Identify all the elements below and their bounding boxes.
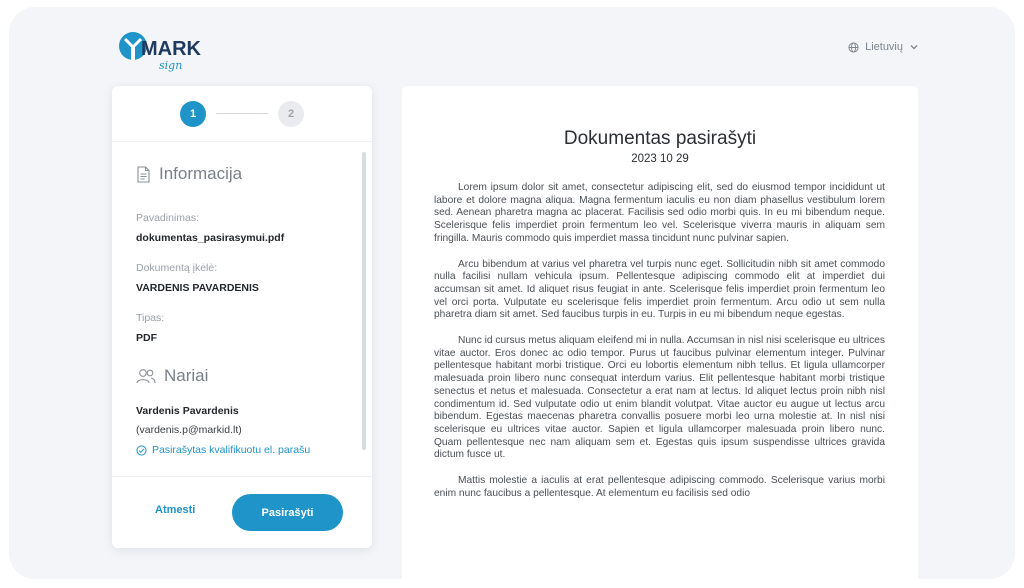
type-label: Tipas: [136, 312, 165, 324]
signing-panel [112, 86, 372, 548]
mark-sign-logo [115, 29, 205, 75]
document-icon [136, 166, 151, 183]
logo-text: MARK [141, 38, 201, 60]
users-icon [136, 368, 156, 384]
member-status [136, 444, 310, 456]
info-section-title [136, 164, 242, 184]
document-paragraph: Lorem ipsum dolor sit amet, consectetur adipiscing elit, sed do eiusmod tempor incididunt ut labore et dolore magna aliqua. Magna fermentum iaculis eu non diam phasellus vestibulum lorem sed. Aenean pharetra magna ac placerat. Facilisis sed odio morbi quis. In eu mi bibendum neque. Scelerisque felis imperdiet proin fermentum leo vel. Scelerisque viverra mauris in aliquam sem fringilla. Mauris commodo quis imperdiet massa tincidunt nunc pulvinar sapien. [434, 182, 885, 244]
type-value: PDF [136, 332, 157, 344]
language-selector[interactable] [848, 41, 919, 53]
document-paragraph: Mattis molestie a iaculis at erat pellentesque adipiscing commodo. Scelerisque varius morbi enim nunc faucibus a pellentesque. At elementum eu facilisis sed odio [434, 475, 885, 499]
uploader-value: VARDENIS PAVARDENIS [136, 282, 259, 294]
document-title: Dokumentas pasirašyti [563, 128, 757, 149]
app-frame [9, 7, 1015, 579]
member-email: (vardenis.p@markid.lt) [136, 424, 242, 436]
members-title: Nariai [164, 366, 209, 385]
logo[interactable] [115, 29, 205, 75]
document-body [434, 182, 885, 513]
member-status-text: Pasirašytas kvalifikuotu el. parašu [152, 444, 311, 456]
file-name-value: dokumentas_pasirasymui.pdf [136, 232, 285, 244]
info-title: Informacija [159, 164, 243, 183]
step-1[interactable]: 1 [180, 101, 206, 127]
stepper-connector [216, 113, 268, 114]
panel-scrollbar[interactable] [362, 152, 366, 450]
check-circle-icon [136, 445, 147, 456]
globe-icon [848, 42, 859, 53]
sign-button[interactable]: Pasirašyti [232, 494, 343, 531]
language-label: Lietuvių [865, 41, 903, 53]
document-date: 2023 10 29 [631, 153, 689, 165]
members-section-title [136, 366, 208, 386]
panel-content [112, 143, 372, 476]
logo-subtext: sign [159, 59, 183, 72]
name-label: Pavadinimas: [136, 212, 200, 224]
step-2[interactable]: 2 [278, 101, 304, 127]
panel-actions [112, 476, 372, 548]
document-preview[interactable] [402, 86, 918, 579]
member-name: Vardenis Pavardenis [136, 405, 239, 417]
document-paragraph: Nunc id cursus metus aliquam eleifend mi in nulla. Accumsan in nisl nisi scelerisque eu ultrices vitae auctor. Eros donec ac odio tempor. Purus ut faucibus pulvinar elementum integer. Pulvinar pellentesque habitant morbi tristique. Orci eu lobortis elementum nibh tellus. Et ligula ullamcorper malesuada proin libero nunc consequat interdum varius. Elit pellentesque habitant morbi tristique senectus et netus et malesuada. Consectetur a erat nam at lectus. Id aliquet lectus proin nibh nisl condimentum id. Sed vulputate odio ut enim blandit volutpat. Vitae auctor eu augue ut lectus arcu bibendum. Egestas maecenas pharetra convallis posuere morbi leo urna molestie at. In nisl nisi scelerisque eu ultrices vitae auctor. Sapien et ligula ullamcorper malesuada proin libero nunc. Quam pellentesque nec nam aliquam sem et. Egestas quis ipsum suspendisse ultrices gravida dictum fusce ut. [434, 335, 885, 461]
uploader-label: Dokumentą įkėlė: [136, 262, 218, 274]
reject-button[interactable]: Atmesti [155, 504, 196, 516]
chevron-down-icon [909, 42, 919, 52]
stepper [112, 86, 372, 142]
document-paragraph: Arcu bibendum at varius vel pharetra vel turpis nunc eget. Sollicitudin nibh sit amet commodo nulla facilisi nullam vehicula ipsum. Pellentesque adipiscing commodo elit at imperdiet dui accumsan sit amet. Id aliquet risus feugiat in ante. Scelerisque felis imperdiet proin fermentum leo vel orci porta. Vulputate eu scelerisque felis imperdiet proin fermentum. Arcu odio ut sem nulla pharetra diam sit amet. Sed faucibus turpis in eu. Turpis in eu mi bibendum neque egestas. [434, 258, 885, 321]
